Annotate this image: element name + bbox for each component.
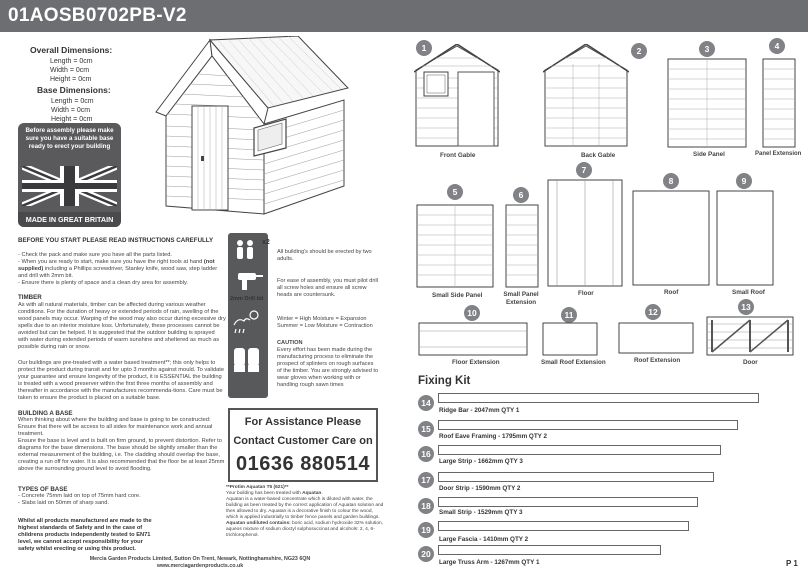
fix-badge-17: 17 — [418, 472, 434, 488]
fix-label-19: Large Fascia - 1410mm QTY 2 — [439, 536, 529, 543]
part-badge-10: 10 — [464, 305, 480, 321]
made-in-gb: MADE IN GREAT BRITAIN — [18, 212, 121, 227]
fix-label-18: Small Strip - 1529mm QTY 3 — [439, 509, 523, 516]
drill-icon — [238, 273, 263, 290]
part-badge-8: 8 — [663, 173, 679, 189]
part-label-2: Back Gable — [581, 152, 616, 159]
part-badge-12: 12 — [645, 304, 661, 320]
fix-badge-19: 19 — [418, 522, 434, 538]
fix-badge-14: 14 — [418, 395, 434, 411]
header-bar — [0, 0, 808, 32]
part-label-10: Floor Extension — [452, 359, 500, 366]
large-fascia-drawing — [438, 521, 689, 531]
customer-care-phone: 01636 880514 — [236, 453, 370, 475]
floor-drawing — [547, 179, 623, 287]
part-label-6: Small Panel Extension — [503, 291, 539, 306]
part-badge-3: 3 — [699, 41, 715, 57]
part-badge-4: 4 — [769, 38, 785, 54]
fix-label-17: Door Strip - 1590mm QTY 2 — [439, 485, 521, 492]
part-label-13: Door — [743, 359, 758, 366]
part-label-3: Side Panel — [693, 151, 725, 158]
check-parts: - Check the pack and make sure you have all the parts listed. — [18, 252, 172, 258]
front-gable-drawing — [414, 44, 500, 148]
panel-extension-drawing — [762, 58, 796, 148]
fix-badge-20: 20 — [418, 546, 434, 562]
base-dimensions-title: Base Dimensions: — [37, 85, 111, 95]
part-badge-5: 5 — [447, 184, 463, 200]
adults-note: All building's should be erected by two adults. — [277, 249, 372, 262]
product-code: 01AOSB0702PB-V2 — [8, 5, 187, 26]
drill-note: For ease of assembly, you must pilot drill all screw holes and ensure all screw heads are countersunk. — [277, 278, 378, 298]
overall-dimensions — [30, 45, 112, 84]
fix-label-14: Ridge Bar - 2047mm QTY 1 — [439, 407, 520, 414]
fix-badge-16: 16 — [418, 446, 434, 462]
shed-illustration — [148, 36, 358, 230]
part-label-4: Panel Extension — [755, 151, 802, 157]
part-label-8: Roof — [664, 289, 679, 296]
check-space: - Ensure there is plenty of space and a clean dry area for assembly. — [18, 280, 188, 286]
roof-drawing — [632, 190, 710, 286]
small-side-panel-drawing — [416, 204, 494, 288]
check-tools: - When you are ready to start, make sure you have the right tools at hand (not supplied) including a Phillips screwdriver, Stanley knife, wood saw, step ladder and drill with 2mm bit. — [18, 259, 218, 279]
roof-eave-framing-drawing — [438, 420, 738, 430]
part-badge-1: 1 — [416, 40, 432, 56]
part-label-9: Small Roof — [732, 289, 765, 296]
instructions-title: BEFORE YOU START PLEASE READ INSTRUCTIONS CAREFULLY — [18, 237, 214, 244]
part-badge-7: 7 — [576, 162, 592, 178]
base-notice — [18, 123, 121, 227]
assistance-box — [228, 408, 378, 482]
part-label-7: Floor — [578, 290, 594, 297]
fix-label-16: Large Strip - 1662mm QTY 3 — [439, 458, 523, 465]
part-badge-13: 13 — [738, 299, 754, 315]
side-panel-drawing — [667, 58, 747, 148]
part-badge-9: 9 — [736, 173, 752, 189]
base-notice-text: Before assembly please make sure you have a suitable base ready to erect your building — [25, 127, 114, 150]
timber-title: TIMBER — [18, 294, 42, 301]
caution-note: Every effort has been made during the manufacturing process to eliminate the prospect of splinters on rough surfaces of the timber. You are strongly advised to wear gloves when working with or handling rough sawn times — [277, 347, 379, 388]
part-label-5: Small Side Panel — [432, 292, 483, 299]
roof-extension-drawing — [618, 322, 694, 354]
assist-line2: Contact Customer Care on — [233, 435, 373, 447]
part-badge-11: 11 — [561, 307, 577, 323]
large-strip-drawing — [438, 445, 721, 455]
timber-p1: As with all natural materials, timber can be affected during various weather conditions. For the duration of heavy or extended periods of rain, swelling of the wood panels may occur. Warping of the wood may also occur during excessive dry spells due to an interior moisture loss. Unfortunately, these processes cannot be avoided but can be helped. It is suggested that the outdoor building is sprayed with water during extended periods of warm sunshine and sheltered as much as possible during rain or snow. — [18, 302, 226, 350]
overall-length: Length = 0cm — [50, 58, 93, 65]
people-count: x2 — [262, 239, 270, 246]
large-truss-arm-drawing — [438, 545, 661, 555]
union-flag-icon — [22, 166, 117, 206]
building-base-p2: Ensure the base is level and is built on firm ground, to prevent distortion. Refer to diagrams for the base dimensions. The base should be slightly smaller than the external measurement of the building, i.e. The cladding should overlap the base, creating a run off for water. It is also recommended that the floor be at least 25mm above the surrounding ground level to avoid flooding. — [18, 438, 225, 472]
door-drawing — [706, 316, 794, 356]
small-panel-extension-drawing — [505, 204, 539, 288]
overall-width: Width = 0cm — [50, 67, 90, 74]
two-people-icon — [237, 240, 253, 259]
fix-badge-15: 15 — [418, 421, 434, 437]
base-width: Width = 0cm — [51, 107, 91, 114]
overall-dimensions-title: Overall Dimensions: — [30, 45, 113, 55]
base-length: Length = 0cm — [51, 98, 94, 105]
part-label-12: Roof Extension — [634, 357, 681, 364]
small-roof-drawing — [716, 190, 774, 286]
types-base-list: - Concrete 75mm laid on top of 75mm hard core. - Slabs laid on 50mm of sharp sand. — [18, 493, 141, 506]
aquatan-note: **Protim Aquatan T5 (621)** Your building has been treated with Aquatan. Aquatan is a water-based concentrate which is diluted with water, the building as been treated by the correct application of Aquatan solution and then allowed to dry. Aquatan is a decorative finish to colour the wood, which is applied industrially to timber fence panels and garden buildings. Aquatan undiluted contains: boric acid, sodium hydroxide 32% solution, aqueos mixture of sodium dioctyl sulphosuccinat and alcohols: 2, 4, 6-trichlorophenol. — [226, 485, 384, 538]
overall-height: Height = 0cm — [50, 76, 92, 83]
instructions-list — [18, 252, 223, 287]
weather-note: Winter = High Moisture = Expansion Summer = Low Moisture = Contraction — [277, 316, 373, 329]
drill-label: 2mm Drill bit — [230, 296, 264, 302]
timber-p2: Our buildings are pre-treated with a water based treatment**; this only helps to protect the product during transit and for upto 3 months against mould. To validate your guarantee and ensure longevity of the product, it is ESSENTIAL the building is treated with a wood preserver within the first three months of assembly and thereafter in accordance with the manufactures recommenda-tions. Care must be taken to ensure the product is placed on a suitable base. — [18, 360, 225, 401]
back-gable-drawing — [543, 44, 629, 148]
safety-disclaimer: Whilst all products manufactured are made to the highest standards of Safety and in the case of childrens products independently tested to EN71 level, we cannot accept responsibility for your safety whilst erecting or using this product. — [18, 518, 152, 552]
fix-badge-18: 18 — [418, 498, 434, 514]
small-strip-drawing — [438, 497, 698, 507]
base-dimensions — [37, 85, 111, 124]
small-roof-extension-drawing — [542, 322, 598, 356]
ridge-bar-drawing — [438, 393, 759, 403]
assist-line1: For Assistance Please — [244, 416, 362, 428]
part-label-1: Front Gable — [440, 152, 476, 159]
part-label-11: Small Roof Extension — [541, 359, 606, 366]
fix-label-20: Large Truss Arm - 1267mm QTY 1 — [439, 559, 540, 566]
gloves-icon — [234, 348, 259, 372]
icon-column — [228, 233, 268, 398]
page-number: P 1 — [786, 559, 798, 568]
door-strip-drawing — [438, 472, 714, 482]
types-base-title: TYPES OF BASE — [18, 486, 68, 493]
footer: Mercia Garden Products Limited, Sutton On Trent, Newark, Nottinghamshire, NG23 6QN www.merciagardenproducts.co.uk — [89, 556, 311, 569]
part-badge-2: 2 — [631, 43, 647, 59]
caution-title: CAUTION — [277, 340, 303, 346]
fix-label-15: Roof Eave Framing - 1795mm QTY 2 — [439, 433, 548, 440]
floor-extension-drawing — [418, 322, 528, 356]
fixing-kit-title: Fixing Kit — [418, 375, 471, 387]
part-badge-6: 6 — [513, 187, 529, 203]
building-base-title: BUILDING A BASE — [18, 410, 73, 417]
building-base-p1: When thinking about where the building and base is going to be constructed: Ensure that there will be access to all sides for maintenance work and annual treatment. — [18, 417, 213, 437]
base-height: Height = 0cm — [51, 116, 93, 123]
weather-icon — [234, 311, 258, 333]
